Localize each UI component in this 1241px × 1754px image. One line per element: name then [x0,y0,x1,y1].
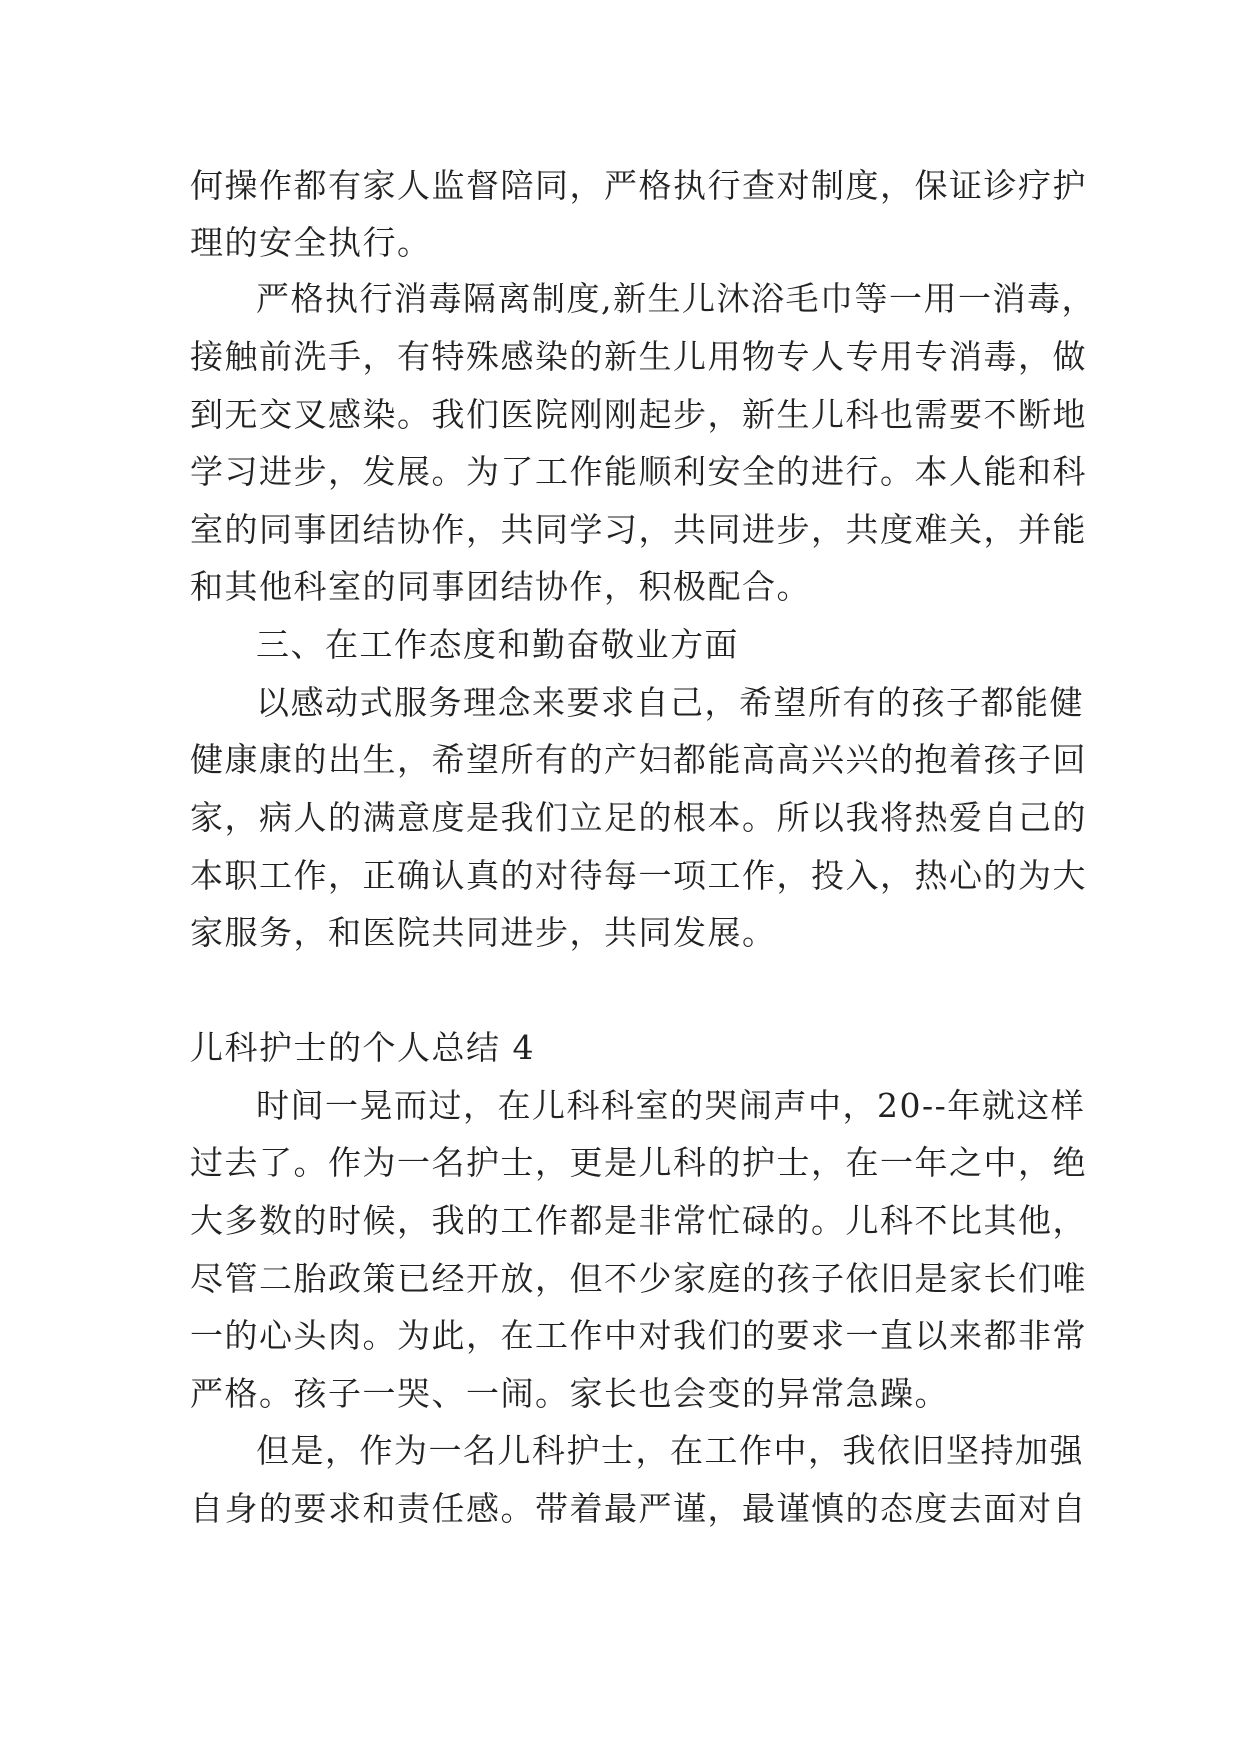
paragraph-line: 大多数的时候，我的工作都是非常忙碌的。儿科不比其他， [190,1201,1087,1240]
paragraph-line: 家服务，和医院共同进步，共同发展。 [190,913,777,952]
paragraph-line: 时间一晃而过，在儿科科室的哭闹声中，20--年就这样 [256,1086,1086,1125]
paragraph-line: 健康康的出生，希望所有的产妇都能高高兴兴的抱着孩子回 [190,740,1087,779]
paragraph-line: 过去了。作为一名护士，更是儿科的护士，在一年之中，绝 [190,1143,1087,1182]
paragraph-line: 尽管二胎政策已经开放，但不少家庭的孩子依旧是家长们唯 [190,1259,1087,1298]
paragraph-line: 室的同事团结协作，共同学习，共同进步，共度难关，并能 [190,510,1087,549]
paragraph-line: 但是，作为一名儿科护士，在工作中，我依旧坚持加强 [256,1431,1084,1470]
paragraph-line: 严格。孩子一哭、一闹。家长也会变的异常急躁。 [190,1374,949,1413]
paragraph-line: 自身的要求和责任感。带着最严谨，最谨慎的态度去面对自 [190,1489,1087,1528]
paragraph-line: 学习进步，发展。为了工作能顺利安全的进行。本人能和科 [190,452,1087,491]
paragraph-line: 接触前洗手，有特殊感染的新生儿用物专人专用专消毒，做 [190,337,1087,376]
paragraph-line: 和其他科室的同事团结协作，积极配合。 [190,567,811,606]
paragraph-line: 理的安全执行。 [190,223,432,262]
paragraph-line: 以感动式服务理念来要求自己，希望所有的孩子都能健 [256,683,1084,722]
section-title: 儿科护士的个人总结 4 [190,1028,535,1067]
paragraph-line: 一的心头肉。为此，在工作中对我们的要求一直以来都非常 [190,1316,1087,1355]
paragraph-line: 家，病人的满意度是我们立足的根本。所以我将热爱自己的 [190,798,1087,837]
section-heading: 三、在工作态度和勤奋敬业方面 [256,625,739,664]
paragraph-line: 本职工作，正确认真的对待每一项工作，投入，热心的为大 [190,856,1087,895]
paragraph-line: 严格执行消毒隔离制度,新生儿沐浴毛巾等一用一消毒， [256,279,1096,318]
paragraph-line: 何操作都有家人监督陪同，严格执行查对制度，保证诊疗护 [190,166,1087,205]
paragraph-line: 到无交叉感染。我们医院刚刚起步，新生儿科也需要不断地 [190,395,1087,434]
